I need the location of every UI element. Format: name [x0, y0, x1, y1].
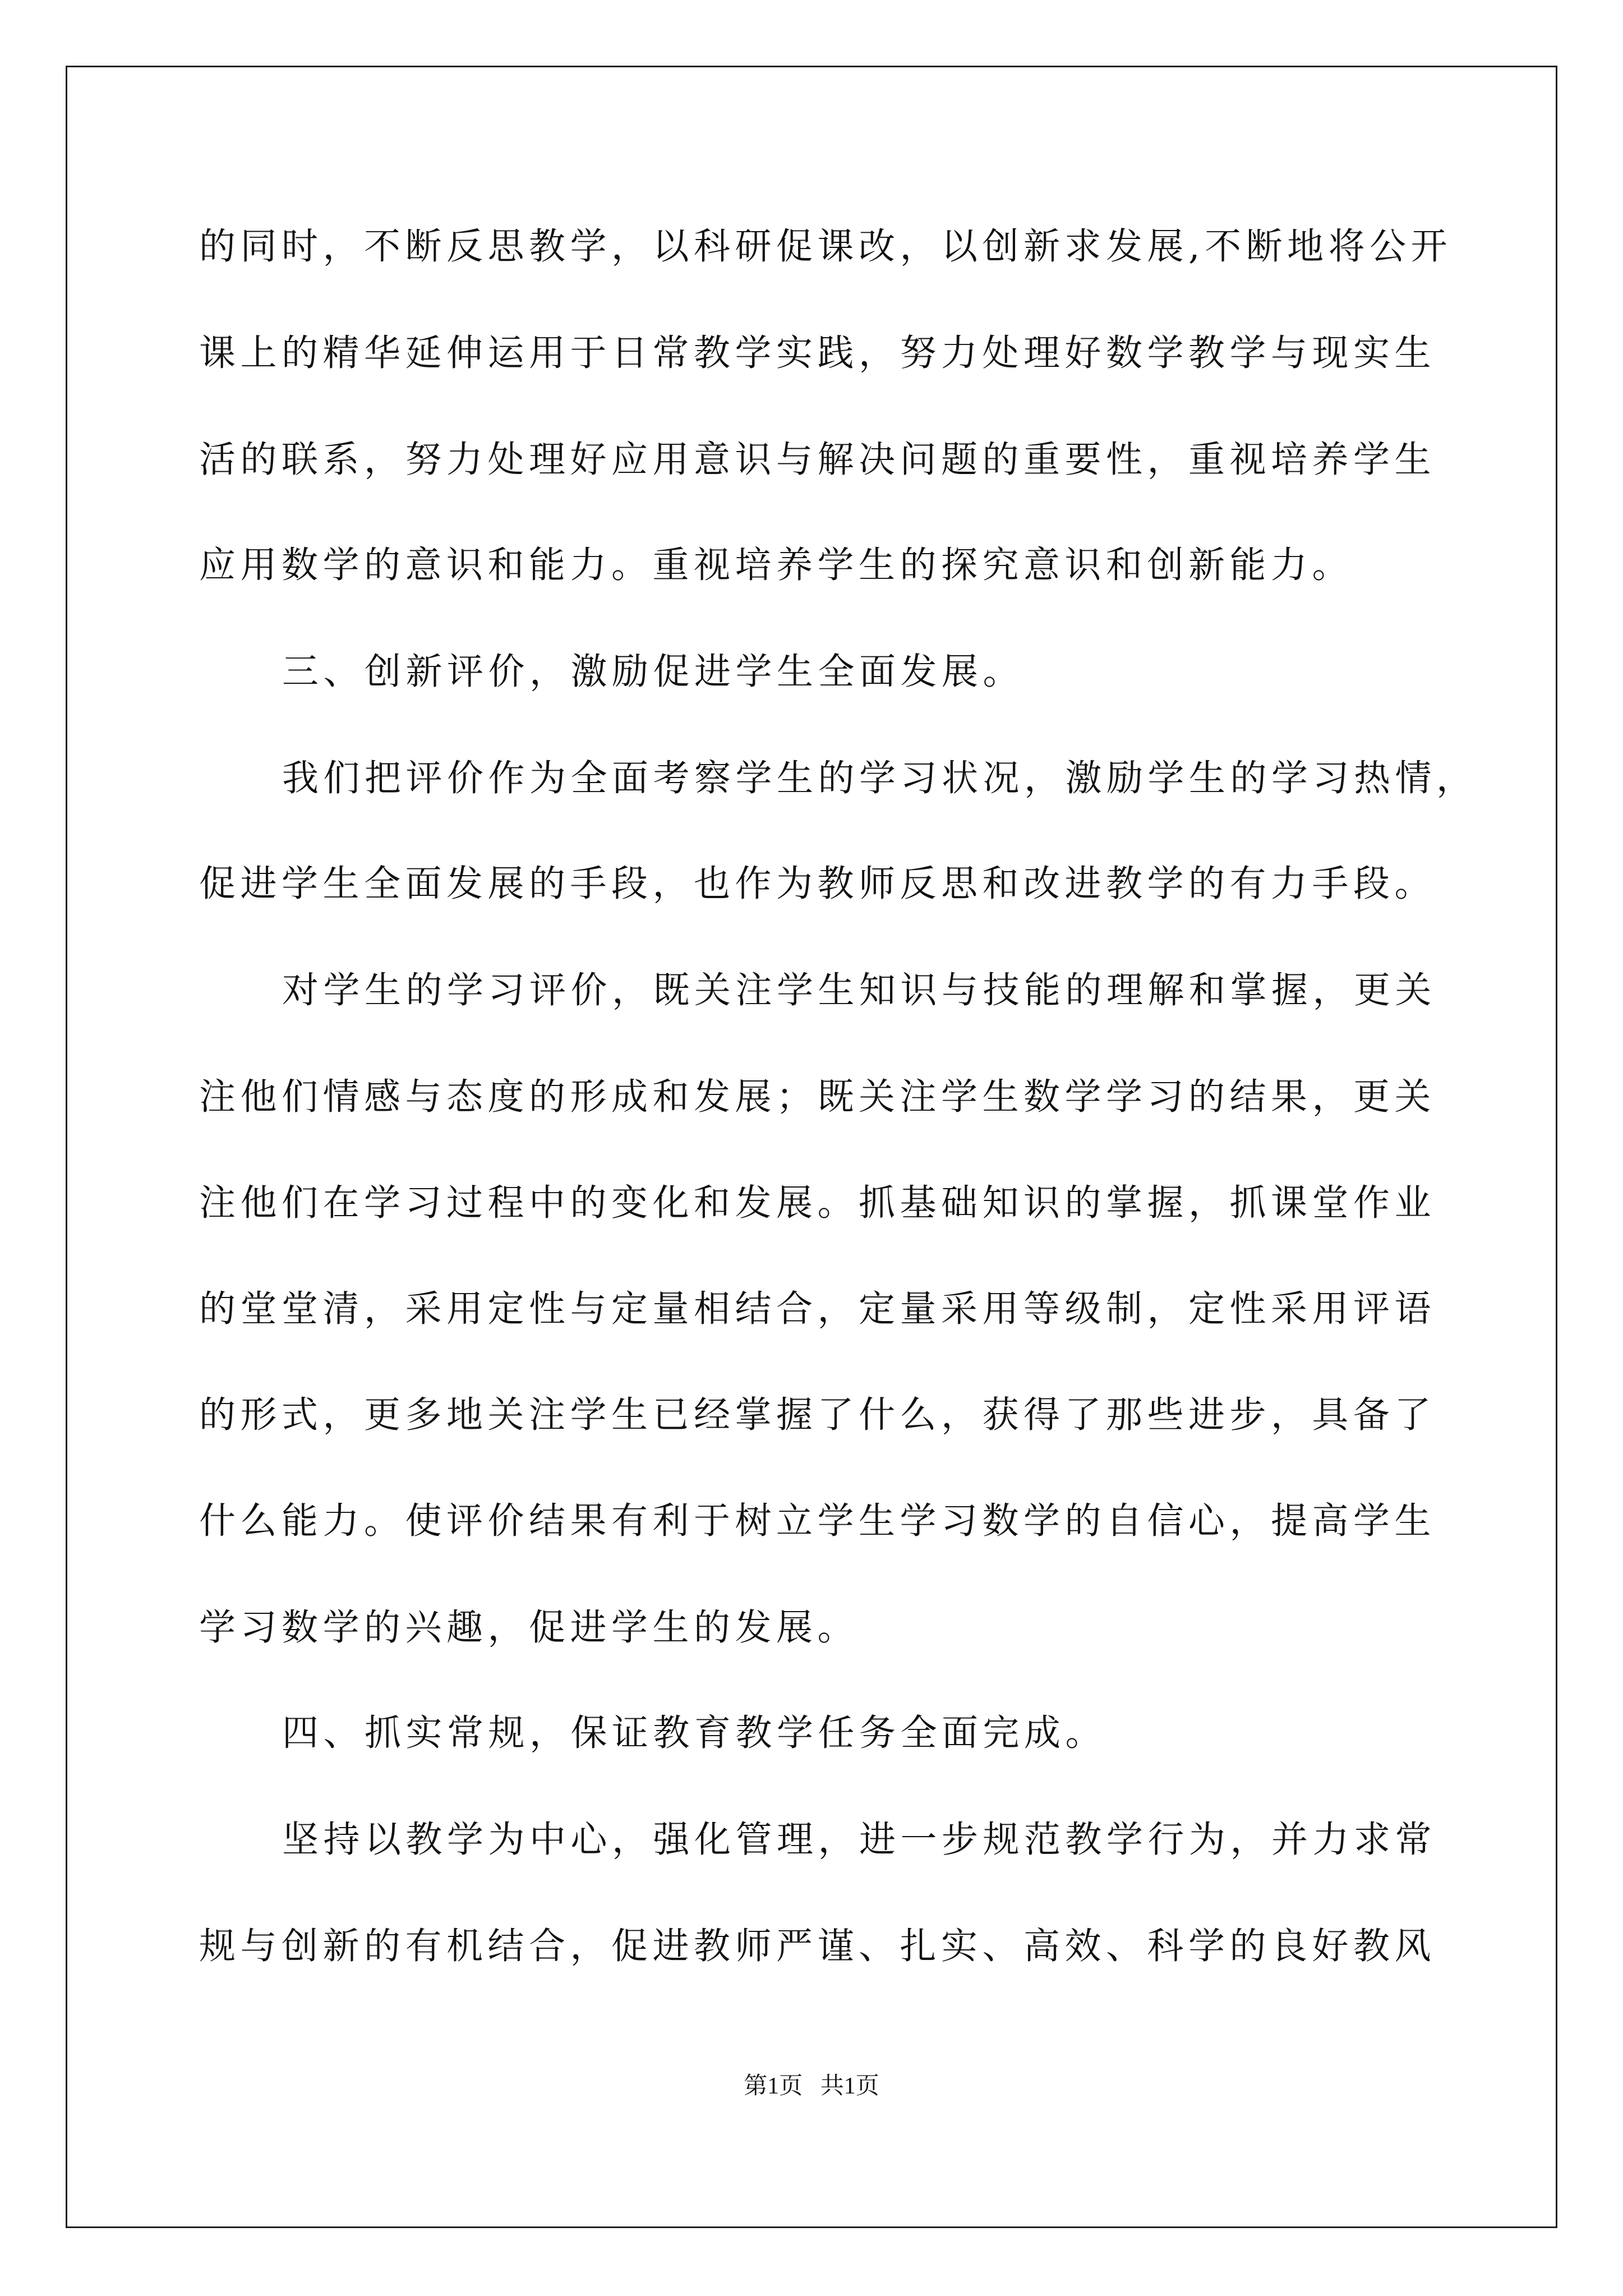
paragraph-line: 我们把评价作为全面考察学生的学习状况，激励学生的学习热情， [282, 757, 1478, 799]
paragraph-line: 应用数学的意识和能力。重视培养学生的探究意识和创新能力。 [199, 544, 1354, 586]
paragraph-line: 促进学生全面发展的手段，也作为教师反思和改进教学的有力手段。 [199, 863, 1436, 905]
paragraph-line: 的堂堂清，采用定性与定量相结合，定量采用等级制，定性采用评语 [199, 1288, 1436, 1330]
paragraph-line: 注他们在学习过程中的变化和发展。抓基础知识的掌握，抓课堂作业 [199, 1182, 1436, 1224]
paragraph-line: 课上的精华延伸运用于日常教学实践，努力处理好数学教学与现实生 [199, 332, 1436, 374]
paragraph-line: 对学生的学习评价，既关注学生知识与技能的理解和掌握，更关 [282, 969, 1437, 1011]
section-heading: 三、创新评价，激励促进学生全面发展。 [282, 651, 1025, 693]
paragraph-line: 学习数学的兴趣，促进学生的发展。 [199, 1607, 859, 1649]
paragraph-line: 活的联系，努力处理好应用意识与解决问题的重要性，重视培养学生 [199, 439, 1436, 481]
paragraph-line: 什么能力。使评价结果有利于树立学生学习数学的自信心，提高学生 [199, 1500, 1436, 1542]
paragraph-line: 坚持以教学为中心，强化管理，进一步规范教学行为，并力求常 [282, 1819, 1437, 1861]
section-heading: 四、抓实常规，保证教育教学任务全面完成。 [282, 1712, 1107, 1754]
page-number-footer: 第1页 共1页 [744, 2073, 879, 2099]
page-border [66, 66, 1557, 2228]
paragraph-line: 的同时，不断反思教学，以科研促课改，以创新求发展,不断地将公开 [199, 226, 1453, 268]
paragraph-line: 注他们情感与态度的形成和发展；既关注学生数学学习的结果，更关 [199, 1076, 1436, 1118]
paragraph-line: 的形式，更多地关注学生已经掌握了什么，获得了那些进步，具备了 [199, 1394, 1436, 1436]
paragraph-line: 规与创新的有机结合，促进教师严谨、扎实、高效、科学的良好教风 [199, 1925, 1436, 1967]
